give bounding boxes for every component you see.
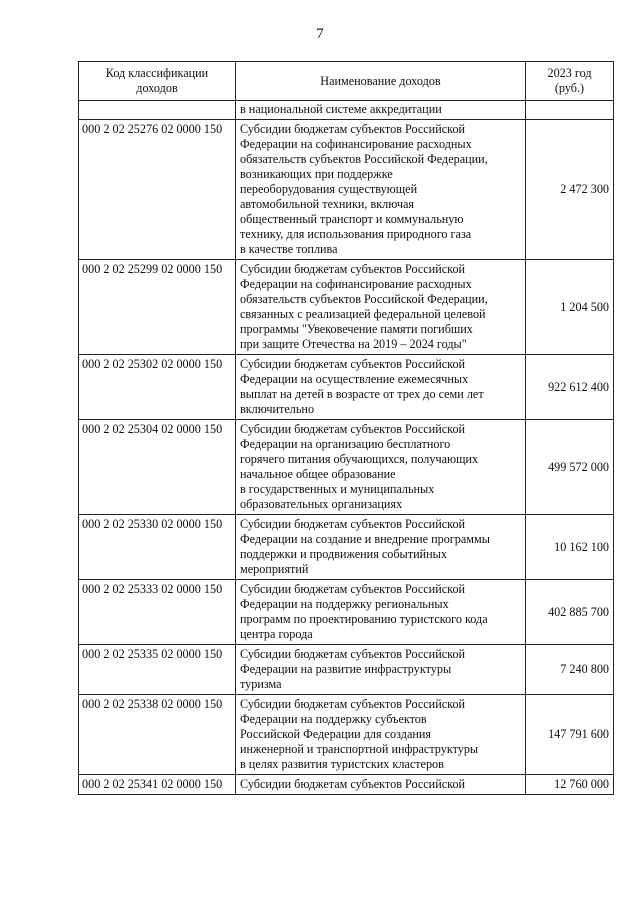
income-name-line: начальное общее образование [240, 467, 396, 481]
continuation-row [79, 101, 614, 120]
income-name-line: Субсидии бюджетам субъектов Российской [240, 122, 466, 136]
income-code: 000 2 02 25330 02 0000 150 [79, 515, 236, 580]
income-name [236, 355, 526, 420]
income-name [236, 775, 526, 795]
continuation-amount-cell [526, 101, 614, 120]
table-row [79, 695, 614, 775]
income-name-line: обязательств субъектов Российской Федерации, [240, 292, 488, 306]
income-name-line: туризма [240, 677, 282, 691]
income-name [236, 515, 526, 580]
income-amount: 499 572 000 [526, 420, 614, 515]
header-code: Код классификации доходов [79, 62, 236, 101]
income-name-line: Федерации на организацию бесплатного [240, 437, 451, 451]
income-name-line: Субсидии бюджетам субъектов Российской [240, 647, 466, 661]
income-name [236, 120, 526, 260]
income-name [236, 580, 526, 645]
income-code: 000 2 02 25276 02 0000 150 [79, 120, 236, 260]
income-amount: 1 204 500 [526, 260, 614, 355]
income-name-line: Субсидии бюджетам субъектов Российской [240, 357, 466, 371]
income-name-line: Федерации на поддержку региональных [240, 597, 449, 611]
table-row [79, 420, 614, 515]
header-amount: 2023 год (руб.) [526, 62, 614, 101]
income-name [236, 645, 526, 695]
income-code: 000 2 02 25333 02 0000 150 [79, 580, 236, 645]
income-name-line: в целях развития туристских кластеров [240, 757, 444, 771]
income-name-line: Федерации на софинансирование расходных [240, 137, 472, 151]
income-name-line: мероприятий [240, 562, 309, 576]
income-code: 000 2 02 25338 02 0000 150 [79, 695, 236, 775]
income-name-line: общественный транспорт и коммунальную [240, 212, 464, 226]
table-row [79, 515, 614, 580]
income-name-line: Федерации на развитие инфраструктуры [240, 662, 452, 676]
income-amount: 2 472 300 [526, 120, 614, 260]
income-amount: 12 760 000 [526, 775, 614, 795]
table-row [79, 120, 614, 260]
header-name: Наименование доходов [236, 62, 526, 101]
table-row [79, 580, 614, 645]
income-name-line: инженерной и транспортной инфраструктуры [240, 742, 479, 756]
income-name-line: выплат на детей в возрасте от трех до семи лет [240, 387, 484, 401]
table-row [79, 260, 614, 355]
income-name-line: возникающих при поддержке [240, 167, 393, 181]
income-name-line: программ по проектированию туристского кода [240, 612, 488, 626]
income-name-line: программы "Увековечение памяти погибших [240, 322, 473, 336]
table-header-row [79, 62, 614, 101]
income-name [236, 420, 526, 515]
income-name-line: Федерации на осуществление ежемесячных [240, 372, 469, 386]
income-name-line: технику, для использования природного газа [240, 227, 472, 241]
income-name-line: Российской Федерации для создания [240, 727, 432, 741]
income-name-line: включительно [240, 402, 315, 416]
income-table [78, 61, 614, 795]
income-name-line: Субсидии бюджетам субъектов Российской [240, 697, 466, 711]
income-name-line: Субсидии бюджетам субъектов Российской [240, 262, 466, 276]
table-row [79, 775, 614, 795]
income-code: 000 2 02 25299 02 0000 150 [79, 260, 236, 355]
income-name-line: Федерации на создание и внедрение программы [240, 532, 490, 546]
income-amount: 7 240 800 [526, 645, 614, 695]
page-number: 7 [316, 26, 324, 42]
income-name-line: Федерации на поддержку субъектов [240, 712, 427, 726]
income-name-line: Федерации на софинансирование расходных [240, 277, 472, 291]
income-name-line: Субсидии бюджетам субъектов Российской [240, 582, 466, 596]
table-row [79, 645, 614, 695]
income-name-line: в качестве топлива [240, 242, 338, 256]
table-row [79, 355, 614, 420]
income-amount: 922 612 400 [526, 355, 614, 420]
income-amount: 402 885 700 [526, 580, 614, 645]
income-name-line: образовательных организациях [240, 497, 403, 511]
income-name-line: связанных с реализацией федеральной целевой [240, 307, 486, 321]
income-name-line: обязательств субъектов Российской Федерации, [240, 152, 488, 166]
income-name-line: горячего питания обучающихся, получающих [240, 452, 479, 466]
continuation-code-cell [79, 101, 236, 120]
income-name-line: в государственных и муниципальных [240, 482, 435, 496]
income-name-line: Субсидии бюджетам субъектов Российской [240, 517, 466, 531]
income-name [236, 260, 526, 355]
income-name-line: поддержки и продвижения событийных [240, 547, 447, 561]
income-amount: 147 791 600 [526, 695, 614, 775]
income-amount: 10 162 100 [526, 515, 614, 580]
income-name-line: при защите Отечества на 2019 – 2024 годы" [240, 337, 467, 351]
income-name-line: центра города [240, 627, 313, 641]
income-code: 000 2 02 25302 02 0000 150 [79, 355, 236, 420]
income-code: 000 2 02 25341 02 0000 150 [79, 775, 236, 795]
income-name-line: автомобильной техники, включая [240, 197, 415, 211]
income-code: 000 2 02 25304 02 0000 150 [79, 420, 236, 515]
income-name-line: Субсидии бюджетам субъектов Российской [240, 777, 466, 791]
income-code: 000 2 02 25335 02 0000 150 [79, 645, 236, 695]
income-name [236, 695, 526, 775]
income-name-line: переоборудования существующей [240, 182, 418, 196]
continuation-text: в национальной системе аккредитации [236, 101, 526, 120]
income-name-line: Субсидии бюджетам субъектов Российской [240, 422, 466, 436]
